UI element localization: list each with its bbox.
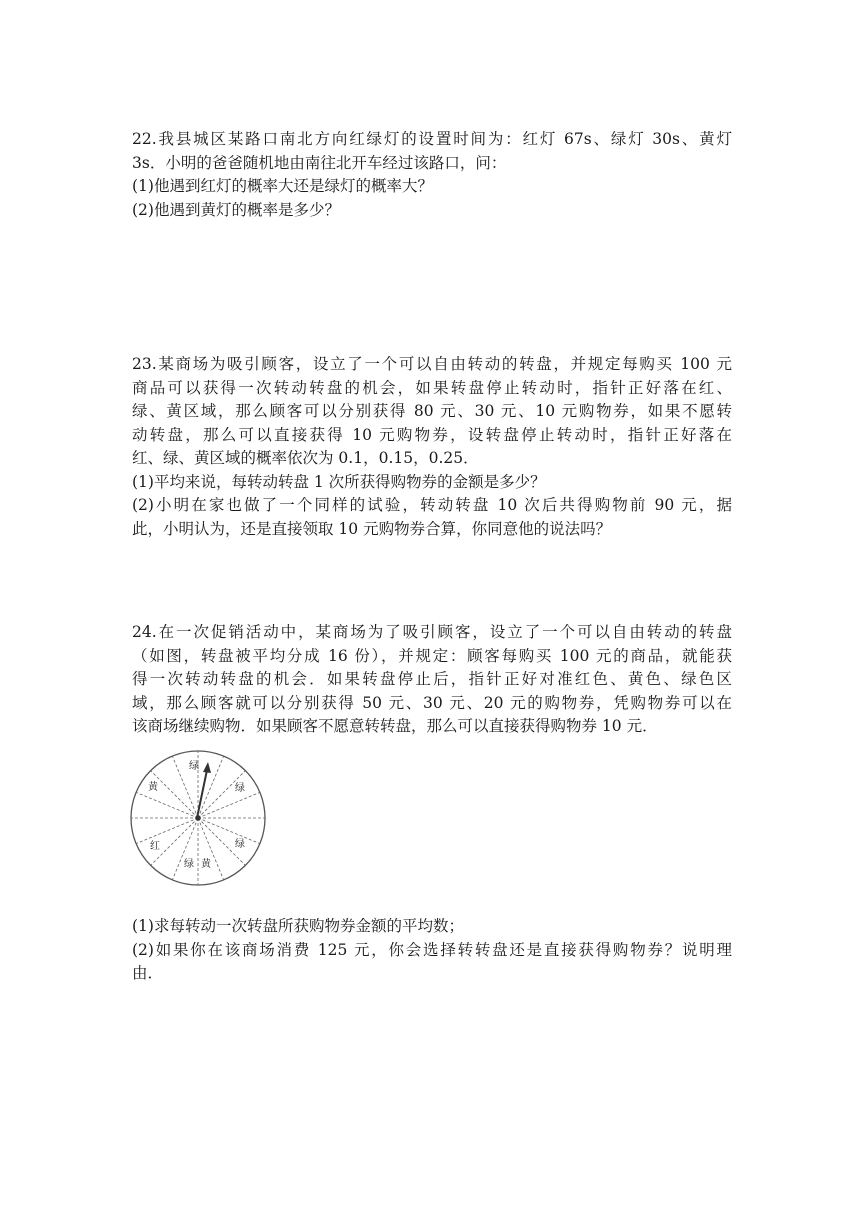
spinner-label-green-upper-right: 绿 bbox=[235, 783, 245, 794]
q23-line-3: 绿、黄区域，那么顾客可以分别获得 80 元、30 元、10 元购物券，如果不愿转 bbox=[132, 402, 732, 420]
q24-line-4: 域，那么顾客就可以分别获得 50 元、30 元、20 元的购物券，凭购物券可以在 bbox=[132, 693, 732, 712]
q22-line-2: 3s．小明的爸爸随机地由南往北开车经过该路口，问： bbox=[132, 153, 507, 172]
q23-line-2: 商品可以获得一次转动转盘的机会，如果转盘停止转动时，指针正好落在红、 bbox=[132, 378, 732, 397]
q23-line-5: 红、绿、黄区域的概率依次为 0.1，0.15，0.25． bbox=[132, 449, 479, 467]
q24-subquestion-2-cont: 由． bbox=[132, 964, 164, 982]
q24-line-3: 得一次转动转盘的机会．如果转盘停止后，指针正好对准红色、黄色、绿色区 bbox=[132, 670, 732, 688]
q24-line-1: 24.在一次促销活动中，某商场为了吸引顾客，设立了一个可以自由转动的转盘 bbox=[132, 623, 732, 641]
q22-subquestion-1: (1)他遇到红灯的概率大还是绿灯的概率大？ bbox=[132, 177, 433, 195]
spinner-label-yellow-bottom: 黄 bbox=[201, 859, 211, 870]
question-24 bbox=[132, 621, 732, 739]
q22-line-1: 22.我县城区某路口南北方向红绿灯的设置时间为：红灯 67s、绿灯 30s、黄灯 bbox=[132, 130, 732, 148]
q24-subquestion-1: (1)求每转动一次转盘所获购物券金额的平均数； bbox=[132, 917, 464, 935]
question-22 bbox=[132, 128, 732, 222]
spinner-label-red-left: 红 bbox=[150, 841, 160, 852]
q22-subquestion-2: (2)他遇到黄灯的概率是多少？ bbox=[132, 200, 340, 219]
q23-subquestion-2: (2)小明在家也做了一个同样的试验，转动转盘 10 次后共得购物前 90 元，据 bbox=[132, 496, 732, 514]
question-24-subquestions bbox=[132, 915, 732, 986]
q23-line-1: 23.某商场为吸引顾客，设立了一个可以自由转动的转盘，并规定每购买 100 元 bbox=[132, 355, 732, 373]
q23-line-4: 动转盘，那么可以直接获得 10 元购物券，设转盘停止转动时，指针正好落在 bbox=[132, 425, 732, 444]
spinner-hub bbox=[195, 815, 200, 820]
q24-line-5: 该商场继续购物．如果顾客不愿意转转盘，那么可以直接获得购物券 10 元． bbox=[132, 717, 658, 735]
question-23 bbox=[132, 353, 732, 541]
spinner-label-green-lower-right: 绿 bbox=[235, 839, 245, 850]
q23-subquestion-1: (1)平均来说，每转动转盘 1 次所获得购物券的金额是多少？ bbox=[132, 472, 546, 491]
spinner-label-green-bottom: 绿 bbox=[184, 859, 194, 870]
spinner-wheel-figure bbox=[128, 748, 268, 888]
spinner-label-yellow-upper-left: 黄 bbox=[148, 782, 158, 793]
q24-line-2: （如图，转盘被平均分成 16 份），并规定：顾客每购买 100 元的商品，就能获 bbox=[132, 646, 732, 665]
q23-subquestion-2-cont: 此，小明认为，还是直接领取 10 元购物券合算，你同意他的说法吗？ bbox=[132, 519, 612, 538]
spinner-label-green-top: 绿 bbox=[189, 761, 199, 772]
q24-subquestion-2: (2)如果你在该商场消费 125 元，你会选择转转盘还是直接获得购物券？说明理 bbox=[132, 940, 732, 959]
